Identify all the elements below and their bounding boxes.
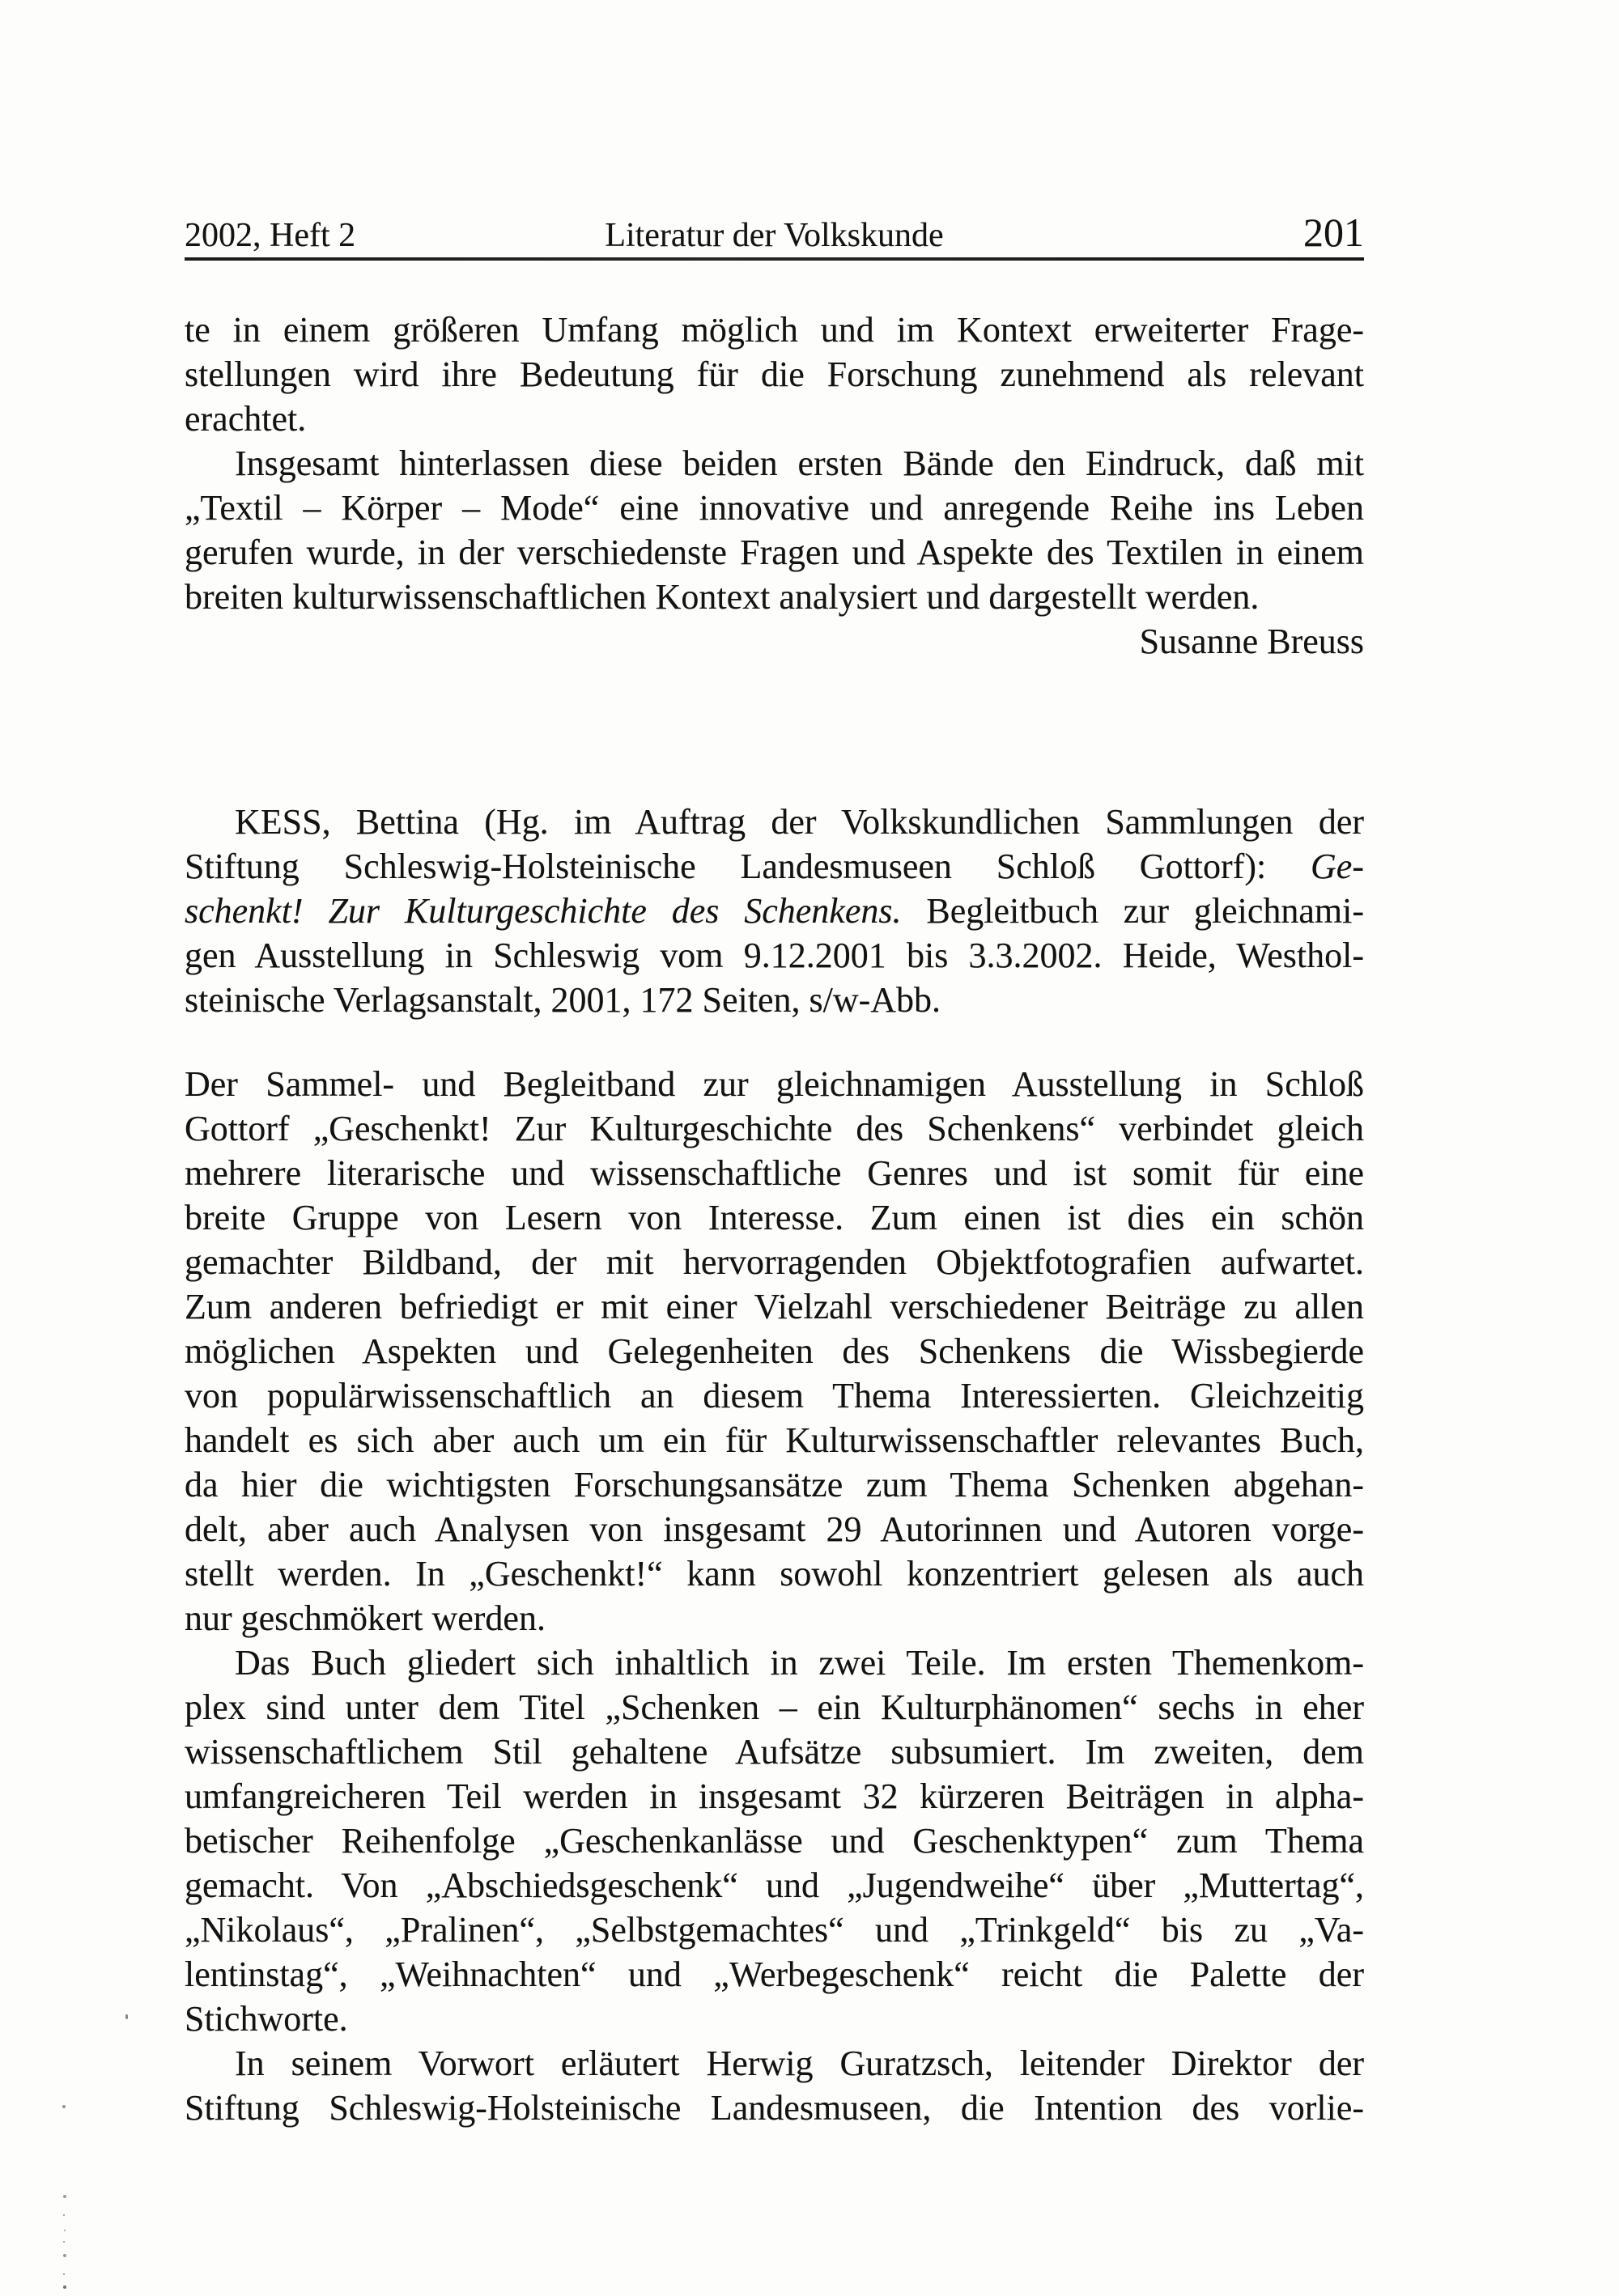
text-line [185, 1284, 1364, 1329]
text-run: umfangreicheren Teil werden in insgesamt 32 kürzeren Beiträgen in alpha- [185, 1776, 1364, 1816]
text-line [185, 2086, 1364, 2130]
text-run: Stiftung Schleswig-Holsteinische Landesmuseen, die Intention des vorlie- [185, 2088, 1364, 2128]
text-run: handelt es sich aber auch um ein für Kulturwissenschaftler relevantes Buch, [185, 1420, 1364, 1460]
text-line [185, 397, 1364, 441]
text-line [185, 800, 1364, 844]
text-line [185, 1507, 1364, 1551]
text-run: breite Gruppe von Lesern von Interesse. Zum einen ist dies ein schön [185, 1198, 1364, 1237]
text-run: In seinem Vorwort erläutert Herwig Guratzsch, leitender Direktor der [235, 2043, 1364, 2083]
journal-title: Literatur der Volkskunde [605, 217, 944, 254]
text-run: steinische Verlagsanstalt, 2001, 172 Seiten, s/w-Abb. [185, 980, 941, 1020]
text-run: plex sind unter dem Titel „Schenken – ein Kulturphänomen“ sechs in eher [185, 1687, 1364, 1727]
scan-artifact-tick [125, 2014, 128, 2019]
text-line [185, 1685, 1364, 1729]
text-run: gemachter Bildband, der mit hervorragenden Objektfotografien aufwartet. [185, 1242, 1364, 1282]
text-line [185, 1106, 1364, 1151]
text-line [185, 1462, 1364, 1507]
text-line [185, 308, 1364, 352]
text-line [185, 1596, 1364, 1640]
text-run: gemacht. Von „Abschiedsgeschenk“ und „Jugendweihe“ über „Muttertag“, [185, 1865, 1364, 1905]
text-line [185, 1863, 1364, 1908]
page-header [185, 212, 1364, 253]
text-line [185, 978, 1364, 1022]
text-run: te in einem größeren Umfang möglich und im Kontext erweiterter Frage- [185, 310, 1364, 350]
text-run: delt, aber auch Analysen von insgesamt 29 Autorinnen und Autoren vorge- [185, 1509, 1364, 1549]
reviewer-signature [185, 619, 1364, 664]
text-line [185, 1062, 1364, 1106]
text-run: gen Ausstellung in Schleswig vom 9.12.2001 bis 3.3.2002. Heide, Westhol- [185, 936, 1364, 975]
text-run: Stiftung Schleswig-Holsteinische Landesmuseen Schloß Gottorf): [185, 847, 1311, 886]
text-run: Der Sammel- und Begleitband zur gleichnamigen Ausstellung in Schloß [185, 1064, 1364, 1104]
page-number: 201 [1303, 210, 1364, 255]
text-line [185, 1373, 1364, 1418]
text-line [185, 1952, 1364, 1997]
text-line [185, 844, 1364, 889]
scan-artifact-dots [62, 2105, 66, 2108]
review-tail-paragraph [185, 308, 1364, 441]
text-line [185, 1329, 1364, 1373]
header-rule [185, 257, 1364, 261]
text-run: erachtet. [185, 399, 307, 439]
text-run: lentinstag“, „Weihnachten“ und „Werbegeschenk“ reicht die Palette der [185, 1954, 1364, 1994]
text-line [185, 889, 1364, 933]
text-run: Zum anderen befriedigt er mit einer Vielzahl verschiedener Beiträge zu allen [185, 1287, 1364, 1326]
text-line [185, 1774, 1364, 1819]
text-line [185, 530, 1364, 575]
text-run: betischer Reihenfolge „Geschenkanlässe und Geschenktypen“ zum Thema [185, 1821, 1364, 1861]
text-run: gerufen wurde, in der verschiedenste Fragen und Aspekte des Textilen in einem [185, 533, 1364, 572]
text-run: stellt werden. In „Geschenkt!“ kann sowohl konzentriert gelesen als auch [185, 1554, 1364, 1594]
text-line [185, 2041, 1364, 2086]
text-line [185, 1151, 1364, 1195]
text-run: Das Buch gliedert sich inhaltlich in zwei Teile. Im ersten Themenkom- [235, 1643, 1364, 1683]
text-run: stellungen wird ihre Bedeutung für die Forschung zunehmend als relevant [185, 354, 1364, 394]
text-run: von populärwissenschaftlich an diesem Thema Interessierten. Gleichzeitig [185, 1376, 1364, 1415]
text-run: breiten kulturwissenschaftlichen Kontext analysiert und dargestellt werden. [185, 577, 1260, 617]
text-line [185, 1195, 1364, 1240]
text-line [185, 575, 1364, 619]
text-block [185, 308, 1364, 2130]
text-run: wissenschaftlichem Stil gehaltene Aufsätze subsumiert. Im zweiten, dem [185, 1732, 1364, 1772]
italic-text: Ge- [1311, 847, 1364, 886]
text-line [185, 1908, 1364, 1952]
text-run: Gottorf „Geschenkt! Zur Kulturgeschichte des Schenkens“ verbindet gleich [185, 1109, 1364, 1148]
text-run: „Nikolaus“, „Pralinen“, „Selbstgemachtes“ und „Trinkgeld“ bis zu „Va- [185, 1910, 1364, 1950]
text-line [185, 352, 1364, 397]
text-line [185, 1551, 1364, 1596]
text-run: Susanne Breuss [1139, 622, 1364, 661]
text-line [185, 619, 1364, 664]
journal-issue: 2002, Heft 2 [185, 217, 356, 254]
text-run: „Textil – Körper – Mode“ eine innovative und anregende Reihe ins Leben [185, 488, 1364, 528]
review-closing-paragraph [185, 441, 1364, 619]
review-body-paragraph-3 [185, 2041, 1364, 2130]
text-run: Begleitbuch zur gleichnami- [901, 891, 1364, 931]
text-run: KESS, Bettina (Hg. im Auftrag der Volkskundlichen Sammlungen der [235, 802, 1364, 842]
text-line [185, 1997, 1364, 2041]
text-line [185, 1729, 1364, 1774]
section-review-body [185, 1062, 1364, 2130]
text-line [185, 933, 1364, 978]
text-line [185, 1819, 1364, 1863]
text-line [185, 1640, 1364, 1685]
review-body-paragraph-1 [185, 1062, 1364, 1640]
section-review-continuation [185, 308, 1364, 664]
text-line [185, 1240, 1364, 1284]
text-run: möglichen Aspekten und Gelegenheiten des Schenkens die Wissbegierde [185, 1331, 1364, 1371]
text-run: mehrere literarische und wissenschaftliche Genres und ist somit für eine [185, 1153, 1364, 1193]
text-line [185, 1418, 1364, 1462]
section-bibliographic-entry [185, 800, 1364, 1022]
review-body-paragraph-2 [185, 1640, 1364, 2041]
text-line [185, 441, 1364, 486]
text-line [185, 486, 1364, 530]
text-run: da hier die wichtigsten Forschungsansätze zum Thema Schenken abgehan- [185, 1465, 1364, 1504]
bibliographic-reference [185, 800, 1364, 1022]
text-run: nur geschmökert werden. [185, 1598, 546, 1638]
text-run: Stichworte. [185, 1999, 348, 2039]
text-run: Insgesamt hinterlassen diese beiden ersten Bände den Eindruck, daß mit [235, 443, 1364, 483]
italic-text: schenkt! Zur Kulturgeschichte des Schenkens. [185, 891, 902, 931]
